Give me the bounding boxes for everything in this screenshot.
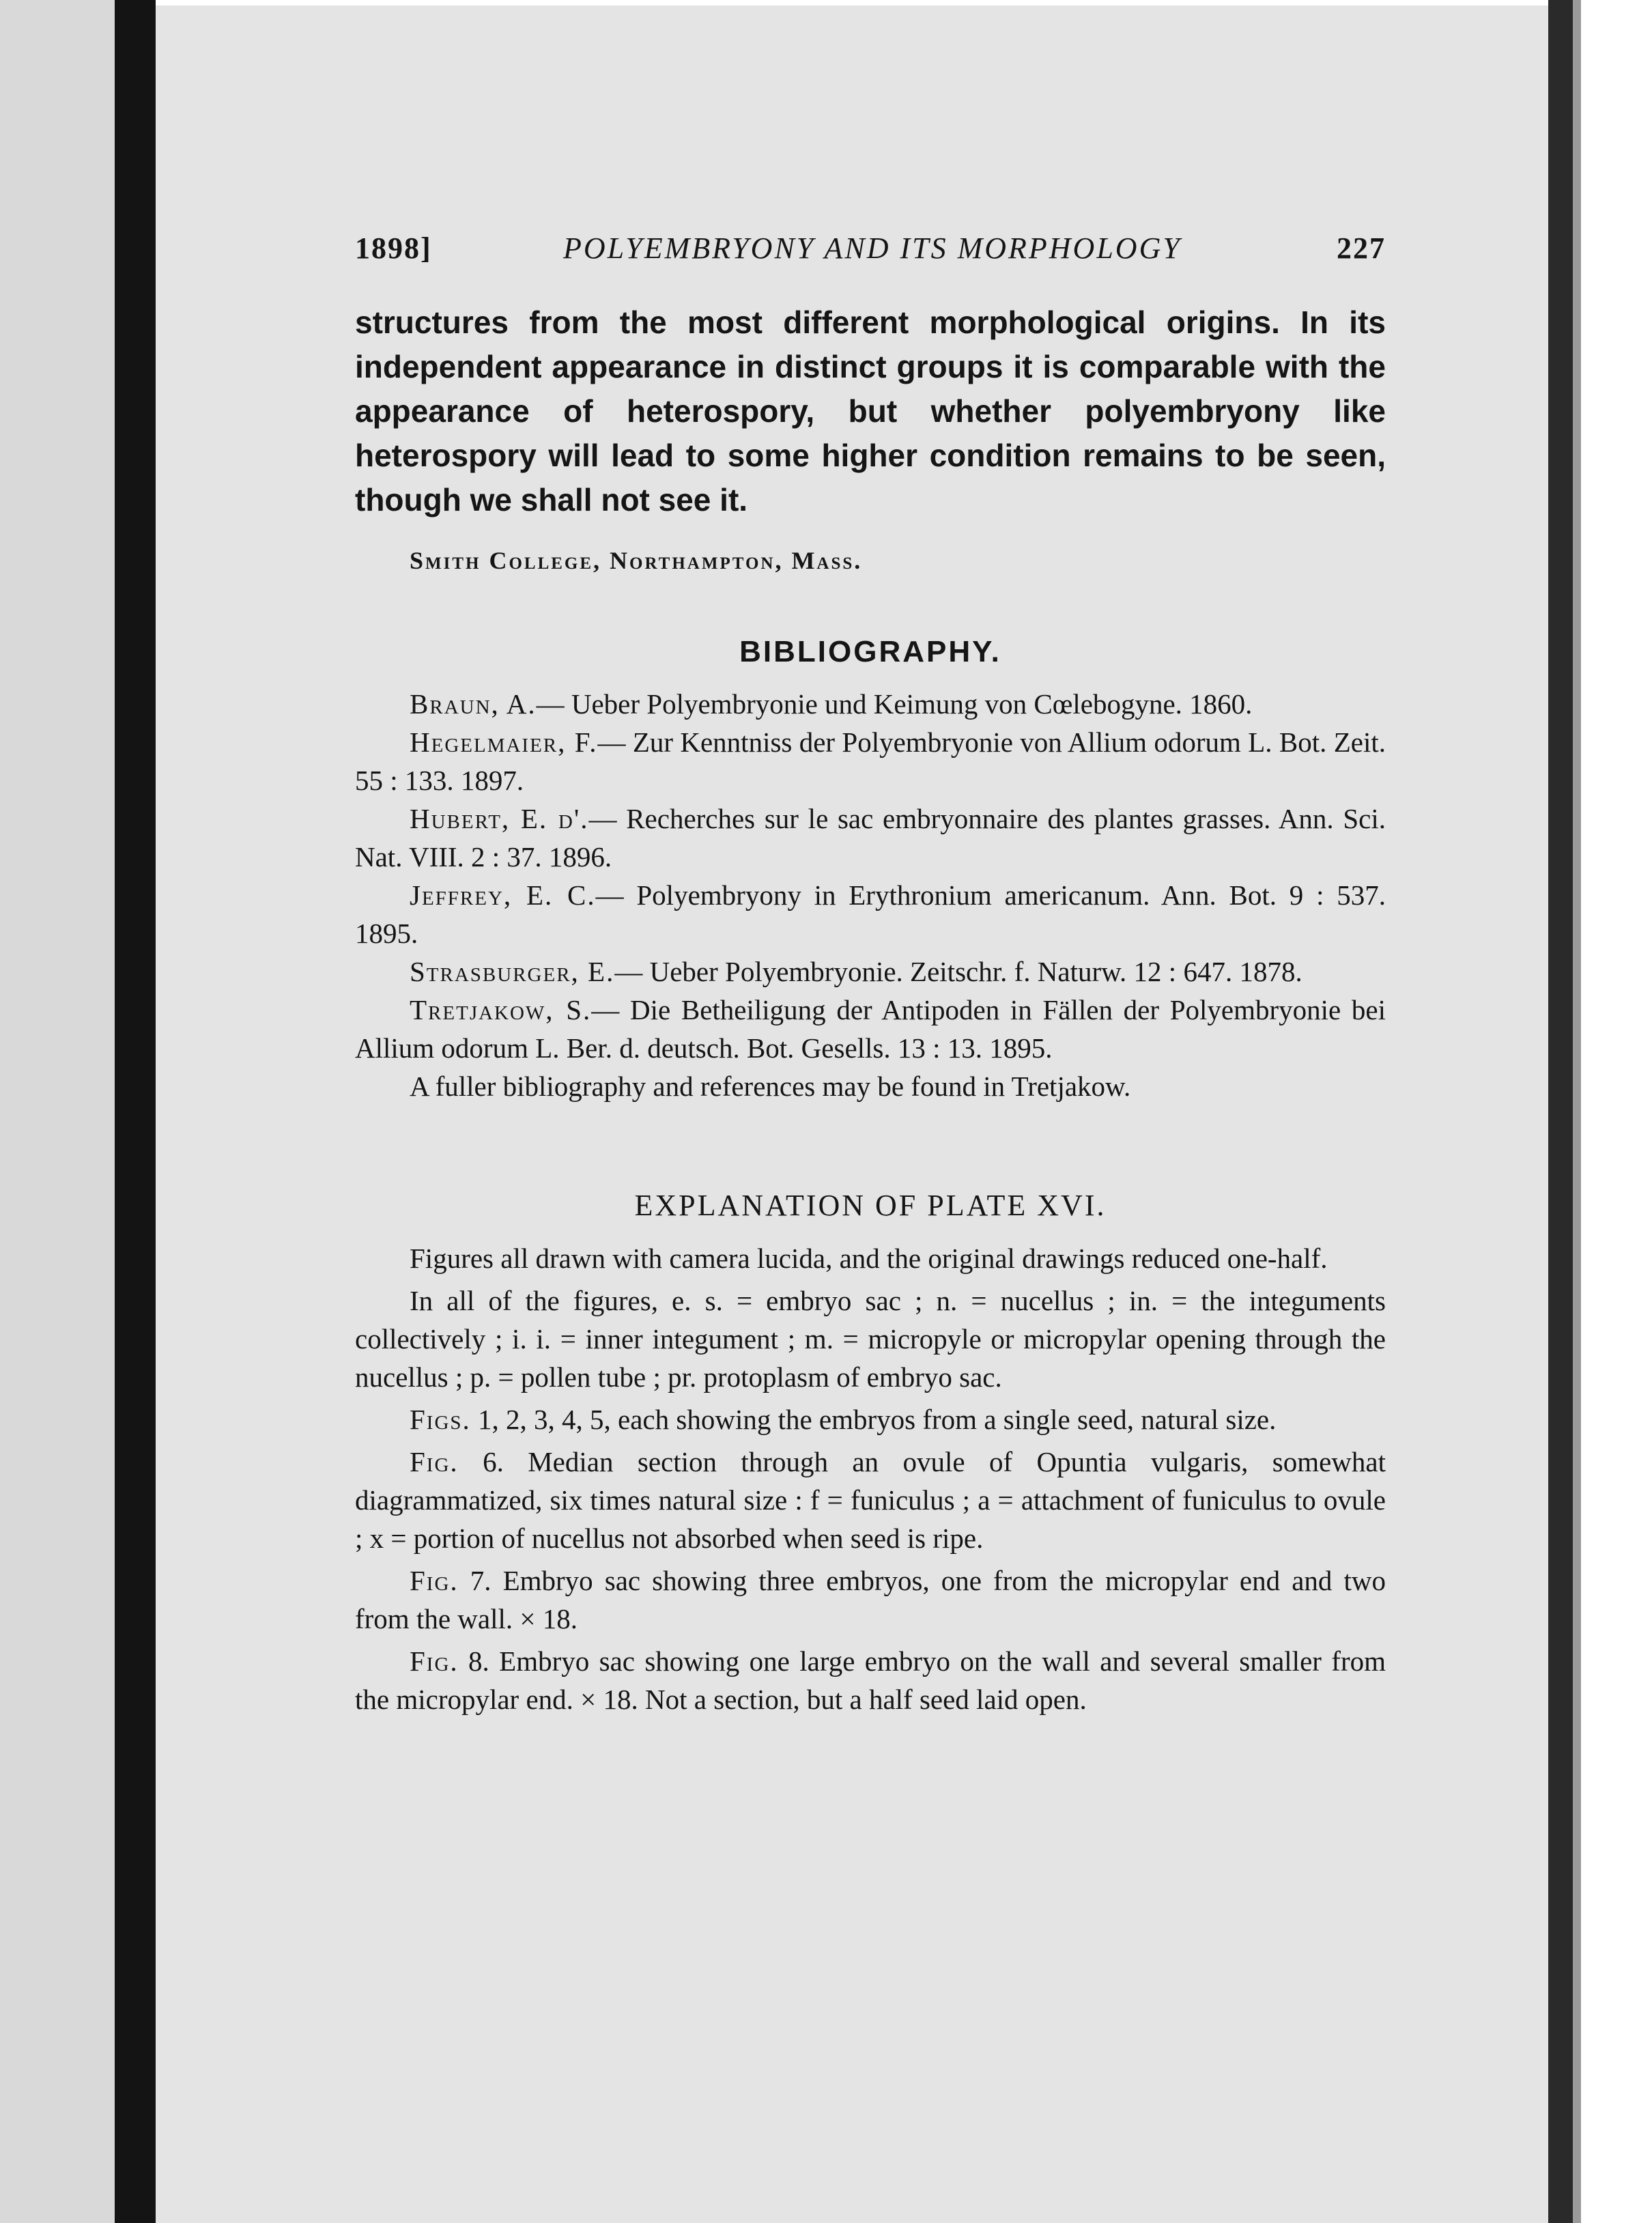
entry-text: — Ueber Polyembryonie und Keimung von Cœlebogyne. 1860. — [536, 688, 1253, 720]
entry-author: Hegelmaier, F. — [410, 726, 598, 758]
plate-paragraph — [355, 1239, 1386, 1277]
page-right-margin — [1573, 0, 1581, 2223]
plate-paragraph — [355, 1561, 1386, 1638]
bibliography-entry — [355, 685, 1386, 723]
header-year: 1898] — [355, 231, 432, 265]
bibliography-heading: BIBLIOGRAPHY. — [739, 635, 1001, 668]
entry-text: — Die Betheiligung der Antipoden in Fällen der Polyembryonie bei Allium odorum L. Ber. d. deutsch. Bot. Gesells. 13 : 13. 1895. — [355, 994, 1386, 1064]
bibliography-entry — [355, 799, 1386, 876]
entry-author: Jeffrey, E. C. — [410, 879, 596, 911]
paragraph-text: 6. Median section through an ovule of Opuntia vulgaris, somewhat diagrammatized, six times natural size : f = funiculus ; a = attachment of funiculus to ovule ; x = portion of nucellus not absorbed when seed is ripe. — [355, 1446, 1386, 1554]
entry-author: Braun, A. — [410, 688, 537, 720]
page-right-edge — [1548, 0, 1573, 2223]
bibliography-entry — [355, 876, 1386, 952]
bibliography-entry — [355, 991, 1386, 1067]
paragraph-lead: Fig. — [410, 1446, 459, 1477]
paragraph-lead: Figs. — [410, 1404, 471, 1435]
bibliography-list — [355, 685, 1386, 1105]
entry-text: — Zur Kenntniss der Polyembryonie von Allium odorum L. Bot. Zeit. 55 : 133. 1897. — [355, 726, 1386, 796]
paragraph-lead: Fig. — [410, 1565, 459, 1596]
paragraph-text: 7. Embryo sac showing three embryos, one from the micropylar end and two from the wall. × 18. — [355, 1565, 1386, 1634]
lead-paragraph — [355, 300, 1386, 522]
entry-text: — Recherches sur le sac embryonnaire des plantes grasses. Ann. Sci. Nat. VIII. 2 : 37. 1896. — [355, 803, 1386, 873]
plate-explanation — [355, 1239, 1386, 1723]
plate-paragraph — [355, 1443, 1386, 1557]
entry-author: Hubert, E. d'. — [410, 803, 589, 834]
header-title: POLYEMBRYONY AND ITS MORPHOLOGY — [563, 231, 1182, 265]
entry-text: — Polyembryony in Erythronium americanum. Ann. Bot. 9 : 537. 1895. — [355, 879, 1386, 949]
plate-paragraph — [355, 1282, 1386, 1396]
affiliation: Smith College, Northampton, Mass. — [410, 547, 863, 574]
bibliography-entry — [355, 952, 1386, 991]
plate-paragraph — [355, 1642, 1386, 1718]
paragraph-lead: Fig. — [410, 1645, 459, 1677]
entry-author: Strasburger, E. — [410, 956, 615, 987]
plate-heading: EXPLANATION OF PLATE XVI. — [634, 1189, 1107, 1222]
paragraph-text: 8. Embryo sac showing one large embryo on the wall and several smaller from the micropylar end. × 18. Not a section, but a half seed laid open. — [355, 1645, 1386, 1715]
paragraph-text: Figures all drawn with camera lucida, and the original drawings reduced one-half. — [410, 1243, 1328, 1274]
page-number: 227 — [1337, 231, 1386, 265]
bibliography-note: A fuller bibliography and references may be found in Tretjakow. — [410, 1071, 1131, 1102]
bibliography-entry — [355, 723, 1386, 799]
paragraph-text: 1, 2, 3, 4, 5, each showing the embryos from a single seed, natural size. — [470, 1404, 1277, 1435]
entry-text: — Ueber Polyembryonie. Zeitschr. f. Naturw. 12 : 647. 1878. — [614, 956, 1302, 987]
paragraph-text: In all of the figures, e. s. = embryo sac ; n. = nucellus ; in. = the integuments collectively ; i. i. = inner integument ; m. = micropyle or micropylar opening through the nucellus ; p. = pollen tube ; pr. protoplasm of embryo sac. — [355, 1285, 1386, 1393]
lead-paragraph-text: structures from the most different morphological origins. In its independent appearance in distinct groups it is comparable with the appearance of heterospory, but whether polyembryony like heterospory will lead to some higher condition remains to be seen, though we shall not see it. — [355, 305, 1386, 518]
entry-author: Tretjakow, S. — [410, 994, 592, 1025]
book-gutter — [115, 0, 156, 2223]
running-header — [355, 231, 1386, 279]
plate-paragraph — [355, 1400, 1386, 1439]
